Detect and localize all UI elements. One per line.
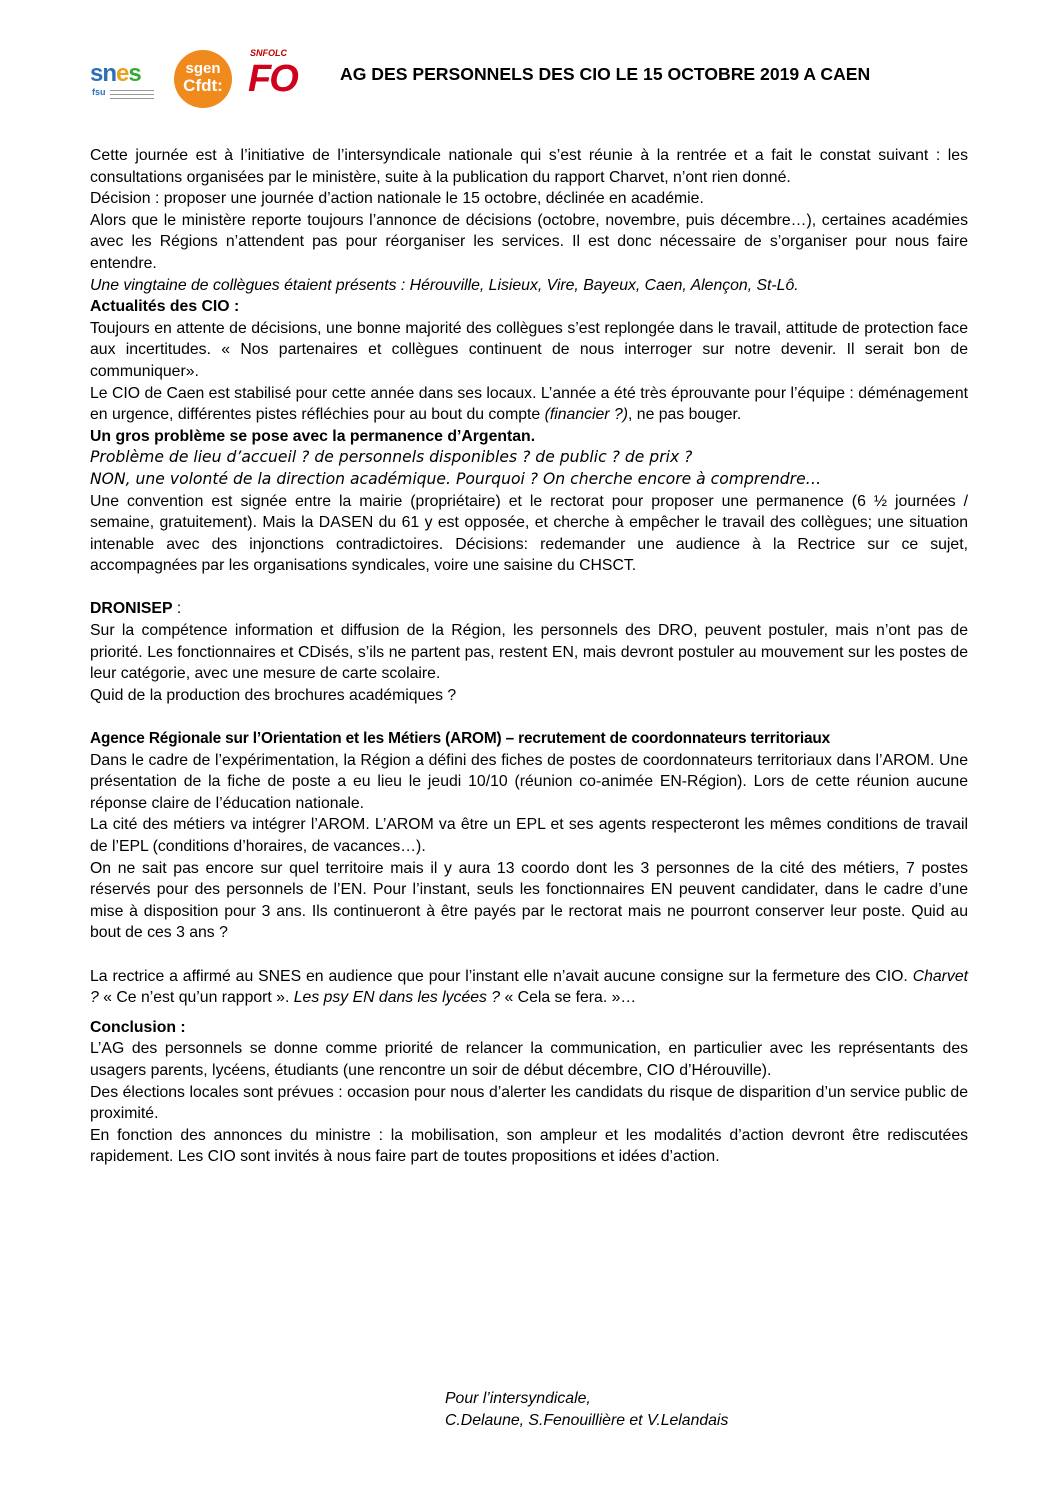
argentan-heading: Un gros problème se pose avec la permanence d’Argentan.: [90, 427, 536, 445]
arom-paragraph-2: La cité des métiers va intégrer l’AROM. L’AROM va être un EPL et ses agents respecteront les mêmes conditions de travail de l’EPL (conditions d’horaires, de vacances…).: [90, 816, 968, 855]
section-heading-arom: Agence Régionale sur l’Orientation et les Métiers (AROM) – recrutement de coordonnateurs territoriaux: [90, 730, 831, 748]
snfolc-fo-logo: SNFOLC FO: [248, 48, 297, 100]
document-body: [90, 145, 968, 1168]
intro-paragraph-2: Décision : proposer une journée d’action nationale le 15 octobre, déclinée en académie.: [90, 190, 704, 208]
document-header: [88, 44, 968, 110]
signature-line-1: Pour l’intersyndicale,: [445, 1390, 591, 1407]
document-title: AG DES PERSONNELS DES CIO LE 15 OCTOBRE 2019 A CAEN: [340, 64, 871, 84]
sgen-cfdt-logo: sgen Cfdt:: [174, 50, 232, 108]
arom-paragraph-1: Dans le cadre de l’expérimentation, la Région a défini des fiches de postes de coordonnateurs territoriaux dans l’AROM. Une présentation de la fiche de poste a eu lieu le jeudi 10/10 (réunion co-animée EN-Région). Lors de cette réunion aucune réponse claire de l’éducation nationale.: [90, 751, 968, 812]
intro-paragraph-1: Cette journée est à l’initiative de l’intersyndicale nationale qui s’est réunie à la rentrée et a fait le constat suivant : les consultations organisées par le ministère, suite à la publication du rapport Charvet, n’ont rien donné.: [90, 147, 968, 186]
argentan-question-1: Problème de lieu d’accueil ? de personnels disponibles ? de public ? de prix ?: [90, 448, 693, 467]
section-heading-dronisep: DRONISEP :: [90, 600, 182, 618]
dronisep-paragraph-1: Sur la compétence information et diffusion de la Région, les personnels des DRO, peuvent postuler, mais n’ont pas de priorité. Les fonctionnaires et CDisés, s’ils ne partent pas, restent EN, mais devront postuler au mouvement sur les postes de leur catégorie, avec une mesure de carte scolaire.: [90, 622, 968, 683]
section-heading-conclusion: Conclusion :: [90, 1018, 186, 1036]
signature-block: [445, 1388, 728, 1432]
signature-line-2: C.Delaune, S.Fenouillière et V.Lelandais: [445, 1412, 729, 1429]
rectrice-paragraph: La rectrice a affirmé au SNES en audience que pour l’instant elle n’avait aucune consigne sur la fermeture des CIO. Charvet ? « Ce n’est qu’un rapport ». Les psy EN dans les lycées ? « Cela se fera. »…: [90, 967, 968, 1007]
section-heading-actualites: Actualités des CIO :: [90, 298, 240, 316]
conclusion-paragraph-3: En fonction des annonces du ministre : la mobilisation, son ampleur et les modalités d’action devront être rediscutées rapidement. Les CIO sont invités à nous faire part de toutes propositions et idées d’action.: [90, 1126, 968, 1166]
dronisep-paragraph-2: Quid de la production des brochures académiques ?: [90, 686, 457, 704]
attendance-note: Une vingtaine de collègues étaient présents : Hérouville, Lisieux, Vire, Bayeux, Caen, Alençon, St-Lô.: [90, 276, 799, 294]
snes-fsu-logo: snes fsu: [88, 54, 154, 102]
arom-paragraph-3: On ne sait pas encore sur quel territoire mais il y aura 13 coordo dont les 3 personnes de la cité des métiers, 7 postes réservés pour des personnels de l’EN. Pour l’instant, seuls les fonctionnaires EN peuvent candidater, dans le cadre d’une mise à disposition pour 3 ans. Ils continueront à être payés par le rectorat mais ne pourront conserver leur poste. Quid au bout de ces 3 ans ?: [90, 859, 968, 942]
actualites-paragraph-1: Toujours en attente de décisions, une bonne majorité des collègues s’est replongée dans le travail, attitude de protection face aux incertitudes. « Nos partenaires et collègues continuent de nous interroger sur notre devenir. Il serait bon de communiquer».: [90, 319, 968, 380]
actualites-paragraph-3: Une convention est signée entre la mairie (propriétaire) et le rectorat pour proposer une permanence (6 ½ journées / semaine, gratuitement). Mais la DASEN du 61 y est opposée, et cherche à empêcher le travail des collègues; une situation intenable avec des injonctions contradictoires. Décisions: redemander une audience à la Rectrice sur ce sujet, accompagnées par les organisations syndicales, voire une saisine du CHSCT.: [90, 492, 968, 575]
conclusion-paragraph-1: L’AG des personnels se donne comme priorité de relancer la communication, en particulier avec les représentants des usagers parents, lycéens, étudiants (une rencontre un soir de début décembre, CIO d’Hérouville).: [90, 1040, 968, 1079]
union-logos: [88, 44, 318, 110]
actualites-paragraph-2: Le CIO de Caen est stabilisé pour cette année dans ses locaux. L’année a été très éprouvante pour l’équipe : déménagement en urgence, différentes pistes réfléchies pour au bout du compte (financier ?), ne pas bouger.: [90, 384, 968, 424]
intro-paragraph-3: Alors que le ministère reporte toujours l’annonce de décisions (octobre, novembre, puis décembre…), certaines académies avec les Régions n’attendent pas pour réorganiser les services. Il est donc nécessaire de s’organiser pour nous faire entendre.: [90, 211, 968, 272]
argentan-question-2: NON, une volonté de la direction académique. Pourquoi ? On cherche encore à comprendre…: [90, 469, 822, 488]
conclusion-paragraph-2: Des élections locales sont prévues : occasion pour nous d’alerter les candidats du risque de disparition d’un service public de proximité.: [90, 1083, 968, 1123]
